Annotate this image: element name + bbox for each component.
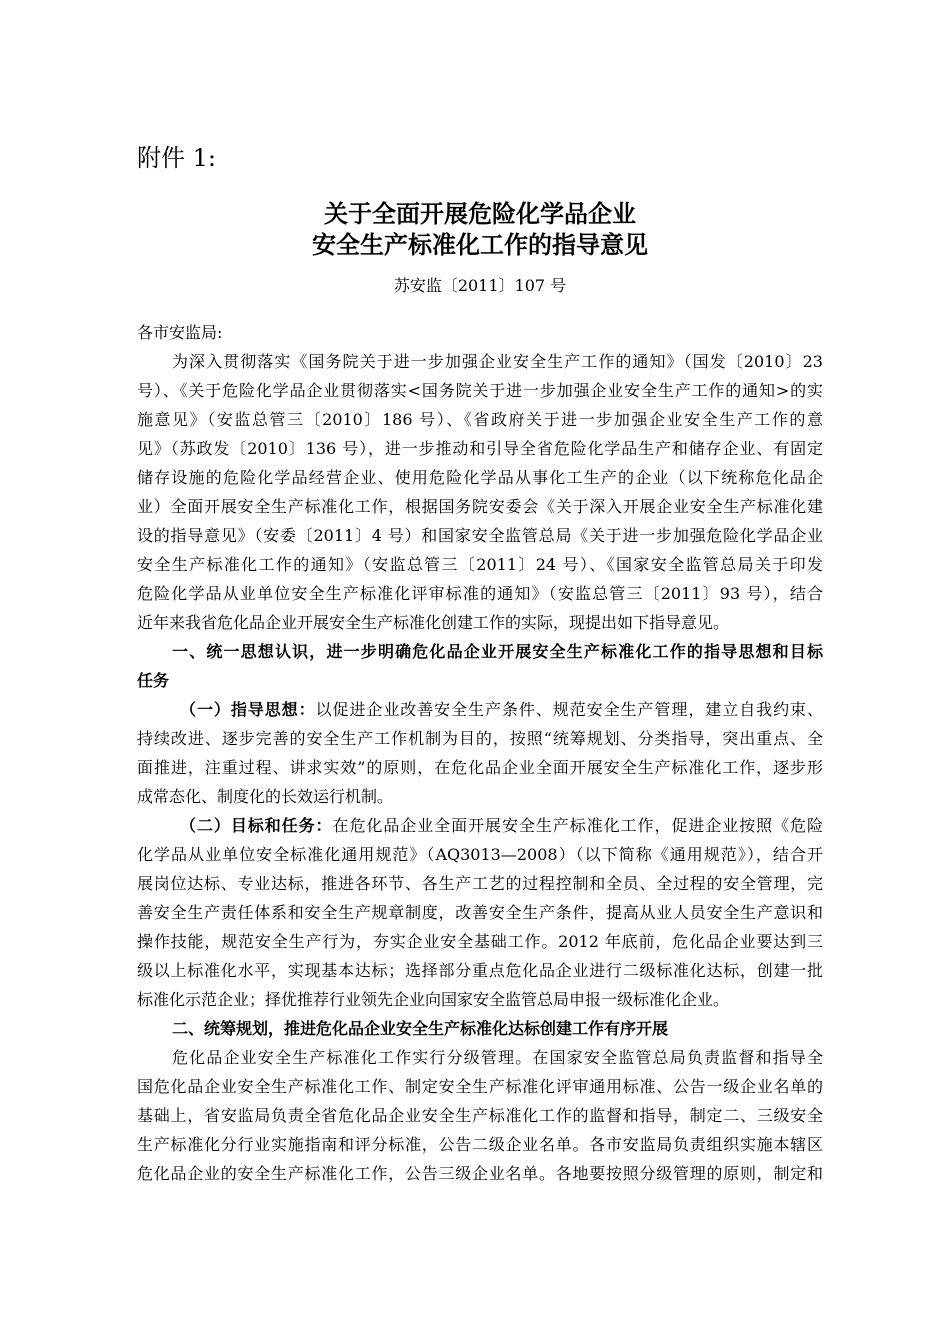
intro-line: 号）、《关于危险化学品企业贯彻落实<国务院关于进一步加强企业安全生产工作的通知>的实: [137, 381, 823, 400]
document-number: 苏安监〔2011〕107 号: [393, 276, 567, 295]
subsection-2-line: 善安全生产责任体系和安全生产规章制度，改善安全生产条件，提高从业人员安全生产意识和: [137, 903, 823, 922]
salutation: 各市安监局:: [137, 323, 223, 342]
section-1-heading: 一、统一思想认识，进一步明确危化品企业开展安全生产标准化工作的指导思想和目标: [172, 642, 823, 661]
section-2-line: 生产标准化分行业实施指南和评分标准，公告二级企业名单。各市安监局负责组织实施本辖区: [137, 1135, 823, 1154]
intro-line: 见》（苏政发〔2010〕136 号），进一步推动和引导全省危险化学品生产和储存企业、有固定: [137, 439, 823, 458]
subsection-2-line: 化学品从业单位安全标准化通用规范》（AQ3013—2008）（以下简称《通用规范》），结合开: [137, 845, 823, 864]
subsection-1-line: 持续改进、逐步完善的安全生产工作机制为目的，按照“统筹规划、分类指导，突出重点、全: [137, 729, 823, 748]
subsection-2-text: 在危化品企业全面开展安全生产标准化工作，促进企业按照《危险: [332, 816, 823, 835]
subsection-1-text: 以促进企业改善安全生产条件、规范安全生产管理，建立自我约束、: [315, 700, 823, 719]
subsection-1-line: 面推进，注重过程、讲求实效”的原则，在危化品企业全面开展安全生产标准化工作，逐步形: [137, 758, 823, 777]
section-2-line: 国危化品企业安全生产标准化工作、制定安全生产标准化评审通用标准、公告一级企业名单的: [137, 1077, 823, 1096]
intro-line: 储存设施的危险化学品经营企业、使用危险化学品从事化工生产的企业（以下统称危化品企: [137, 468, 823, 487]
document-title-line-1: 关于全面开展危险化学品企业: [324, 200, 636, 228]
subsection-2-first-line: [180, 811, 823, 840]
intro-line: 安全生产标准化工作的通知》（安监总管三〔2011〕24 号）、《国家安全监管总局关于印发: [137, 555, 823, 574]
section-2-line: 基础上，省安监局负责全省危化品企业安全生产标准化工作的监督和指导，制定二、三级安全: [137, 1106, 823, 1125]
subsection-2-line: 标准化示范企业；择优推荐行业领先企业向国家安全监管总局申报一级标准化企业。: [137, 990, 730, 1009]
intro-line: 为深入贯彻落实《国务院关于进一步加强企业安全生产工作的通知》（国发〔2010〕23: [172, 352, 823, 371]
section-1-heading-continued: 任务: [137, 671, 170, 690]
subsection-2-line: 展岗位达标、专业达标，推进各环节、各生产工艺的过程控制和全员、全过程的安全管理，完: [137, 874, 823, 893]
subsection-2-line: 操作技能，规范安全生产行为，夯实企业安全基础工作。2012 年底前，危化品企业要达到三: [137, 932, 823, 951]
intro-line: 危险化学品从业单位安全生产标准化评审标准的通知》（安监总管三〔2011〕93 号），结合: [137, 584, 823, 603]
subsection-2-label: （二）目标和任务：: [180, 816, 333, 835]
section-2-line: 危化品企业安全生产标准化工作实行分级管理。在国家安全监管总局负责监督和指导全: [172, 1048, 823, 1067]
document-title-line-2: 安全生产标准化工作的指导意见: [312, 231, 648, 259]
intro-line: 设的指导意见》（安委〔2011〕4 号）和国家安全监管总局《关于进一步加强危险化学品企业: [137, 526, 823, 545]
subsection-1-label: （一）指导思想：: [180, 700, 316, 719]
subsection-2-line: 级以上标准化水平，实现基本达标；选择部分重点危化品企业进行二级标准化达标，创建一批: [137, 961, 823, 980]
section-2-heading: 二、统筹规划，推进危化品企业安全生产标准化达标创建工作有序开展: [172, 1019, 669, 1038]
intro-line: 业）全面开展安全生产标准化工作，根据国务院安委会《关于深入开展企业安全生产标准化建: [137, 497, 823, 516]
section-2-line: 危化品企业的安全生产标准化工作，公告三级企业名单。各地要按照分级管理的原则，制定和: [137, 1164, 823, 1183]
intro-line: 施意见》（安监总管三〔2010〕186 号）、《省政府关于进一步加强企业安全生产工作的意: [137, 410, 823, 429]
annex-label: 附件 1:: [137, 144, 216, 172]
subsection-1-line: 成常态化、制度化的长效运行机制。: [137, 787, 394, 806]
intro-line: 近年来我省危化品企业开展安全生产标准化创建工作的实际，现提出如下指导意见。: [137, 613, 730, 632]
subsection-1-first-line: [180, 695, 823, 724]
